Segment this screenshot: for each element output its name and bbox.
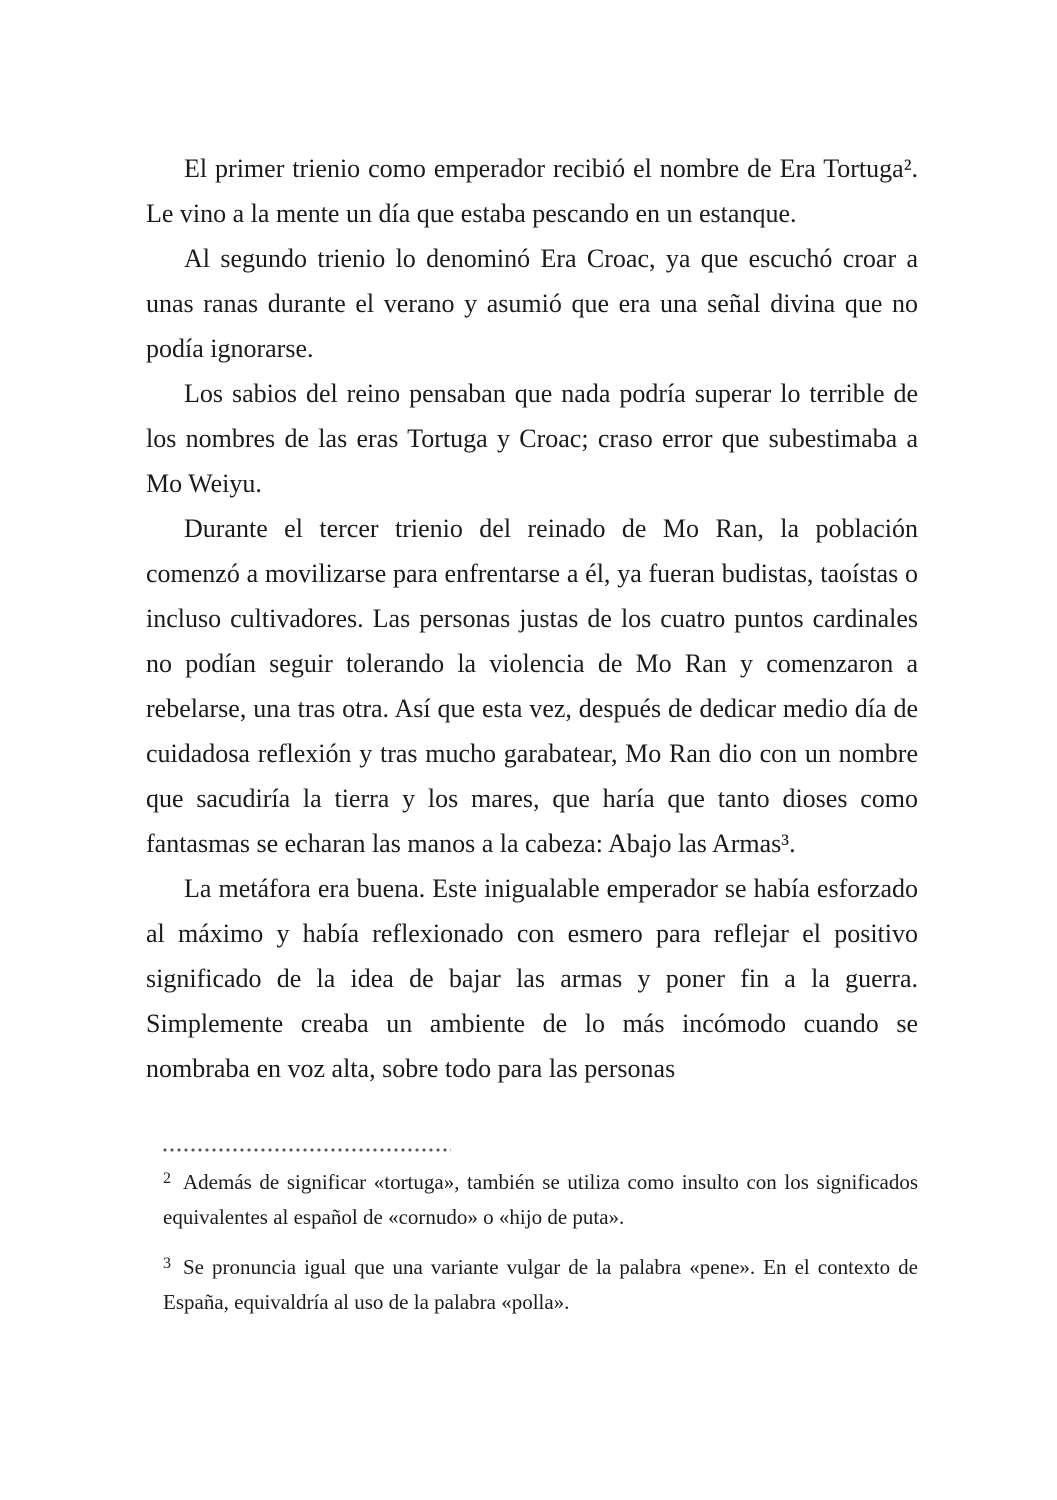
footnote-separator-dotted-line xyxy=(163,1148,451,1152)
body-text xyxy=(146,146,918,1091)
paragraph-era-croac: Al segundo trienio lo denominó Era Croac, ya que escuchó croar a unas ranas durante el verano y asumió que era una señal divina que no podía ignorarse. xyxy=(146,244,918,363)
footnote-area xyxy=(146,1148,918,1320)
paragraph-era-tortuga: El primer trienio como emperador recibió el nombre de Era Tortuga². Le vino a la mente un día que estaba pescando en un estanque. xyxy=(146,154,918,228)
paragraph-sabios: Los sabios del reino pensaban que nada podría superar lo terrible de los nombres de las eras Tortuga y Croac; craso error que subestimaba a Mo Weiyu. xyxy=(146,379,918,498)
footnote-3: 3 Se pronuncia igual que una variante vulgar de la palabra «pene». En el contexto de España, equivaldría al uso de la palabra «polla». xyxy=(163,1255,918,1314)
footnote-2: 2 Además de significar «tortuga», también se utiliza como insulto con los significados equivalentes al español de «cornudo» o «hijo de puta». xyxy=(163,1170,918,1229)
footnote-text: Se pronuncia igual que una variante vulgar de la palabra «pene». En el contexto de España, equivaldría al uso de la palabra «polla». xyxy=(163,1255,918,1314)
paragraph-tercer-trienio: Durante el tercer trienio del reinado de Mo Ran, la población comenzó a movilizarse para enfrentarse a él, ya fueran budistas, taoístas o incluso cultivadores. Las personas justas de los cuatro puntos cardinales no podían seguir tolerando la violencia de Mo Ran y comenzaron a rebelarse, una tras otra. Así que esta vez, después de dedicar medio día de cuidadosa reflexión y tras mucho garabatear, Mo Ran dio con un nombre que sacudiría la tierra y los mares, que haría que tanto dioses como fantasmas se echaran las manos a la cabeza: Abajo las Armas³. xyxy=(146,514,918,858)
footnote-text: Además de significar «tortuga», también se utiliza como insulto con los significados equivalentes al español de «cornudo» o «hijo de puta». xyxy=(163,1170,918,1229)
paragraph-metafora: La metáfora era buena. Este inigualable emperador se había esforzado al máximo y había reflexionado con esmero para reflejar el positivo significado de la idea de bajar las armas y poner fin a la guerra. Simplemente creaba un ambiente de lo más incómodo cuando se nombraba en voz alta, sobre todo para las personas xyxy=(146,874,918,1083)
